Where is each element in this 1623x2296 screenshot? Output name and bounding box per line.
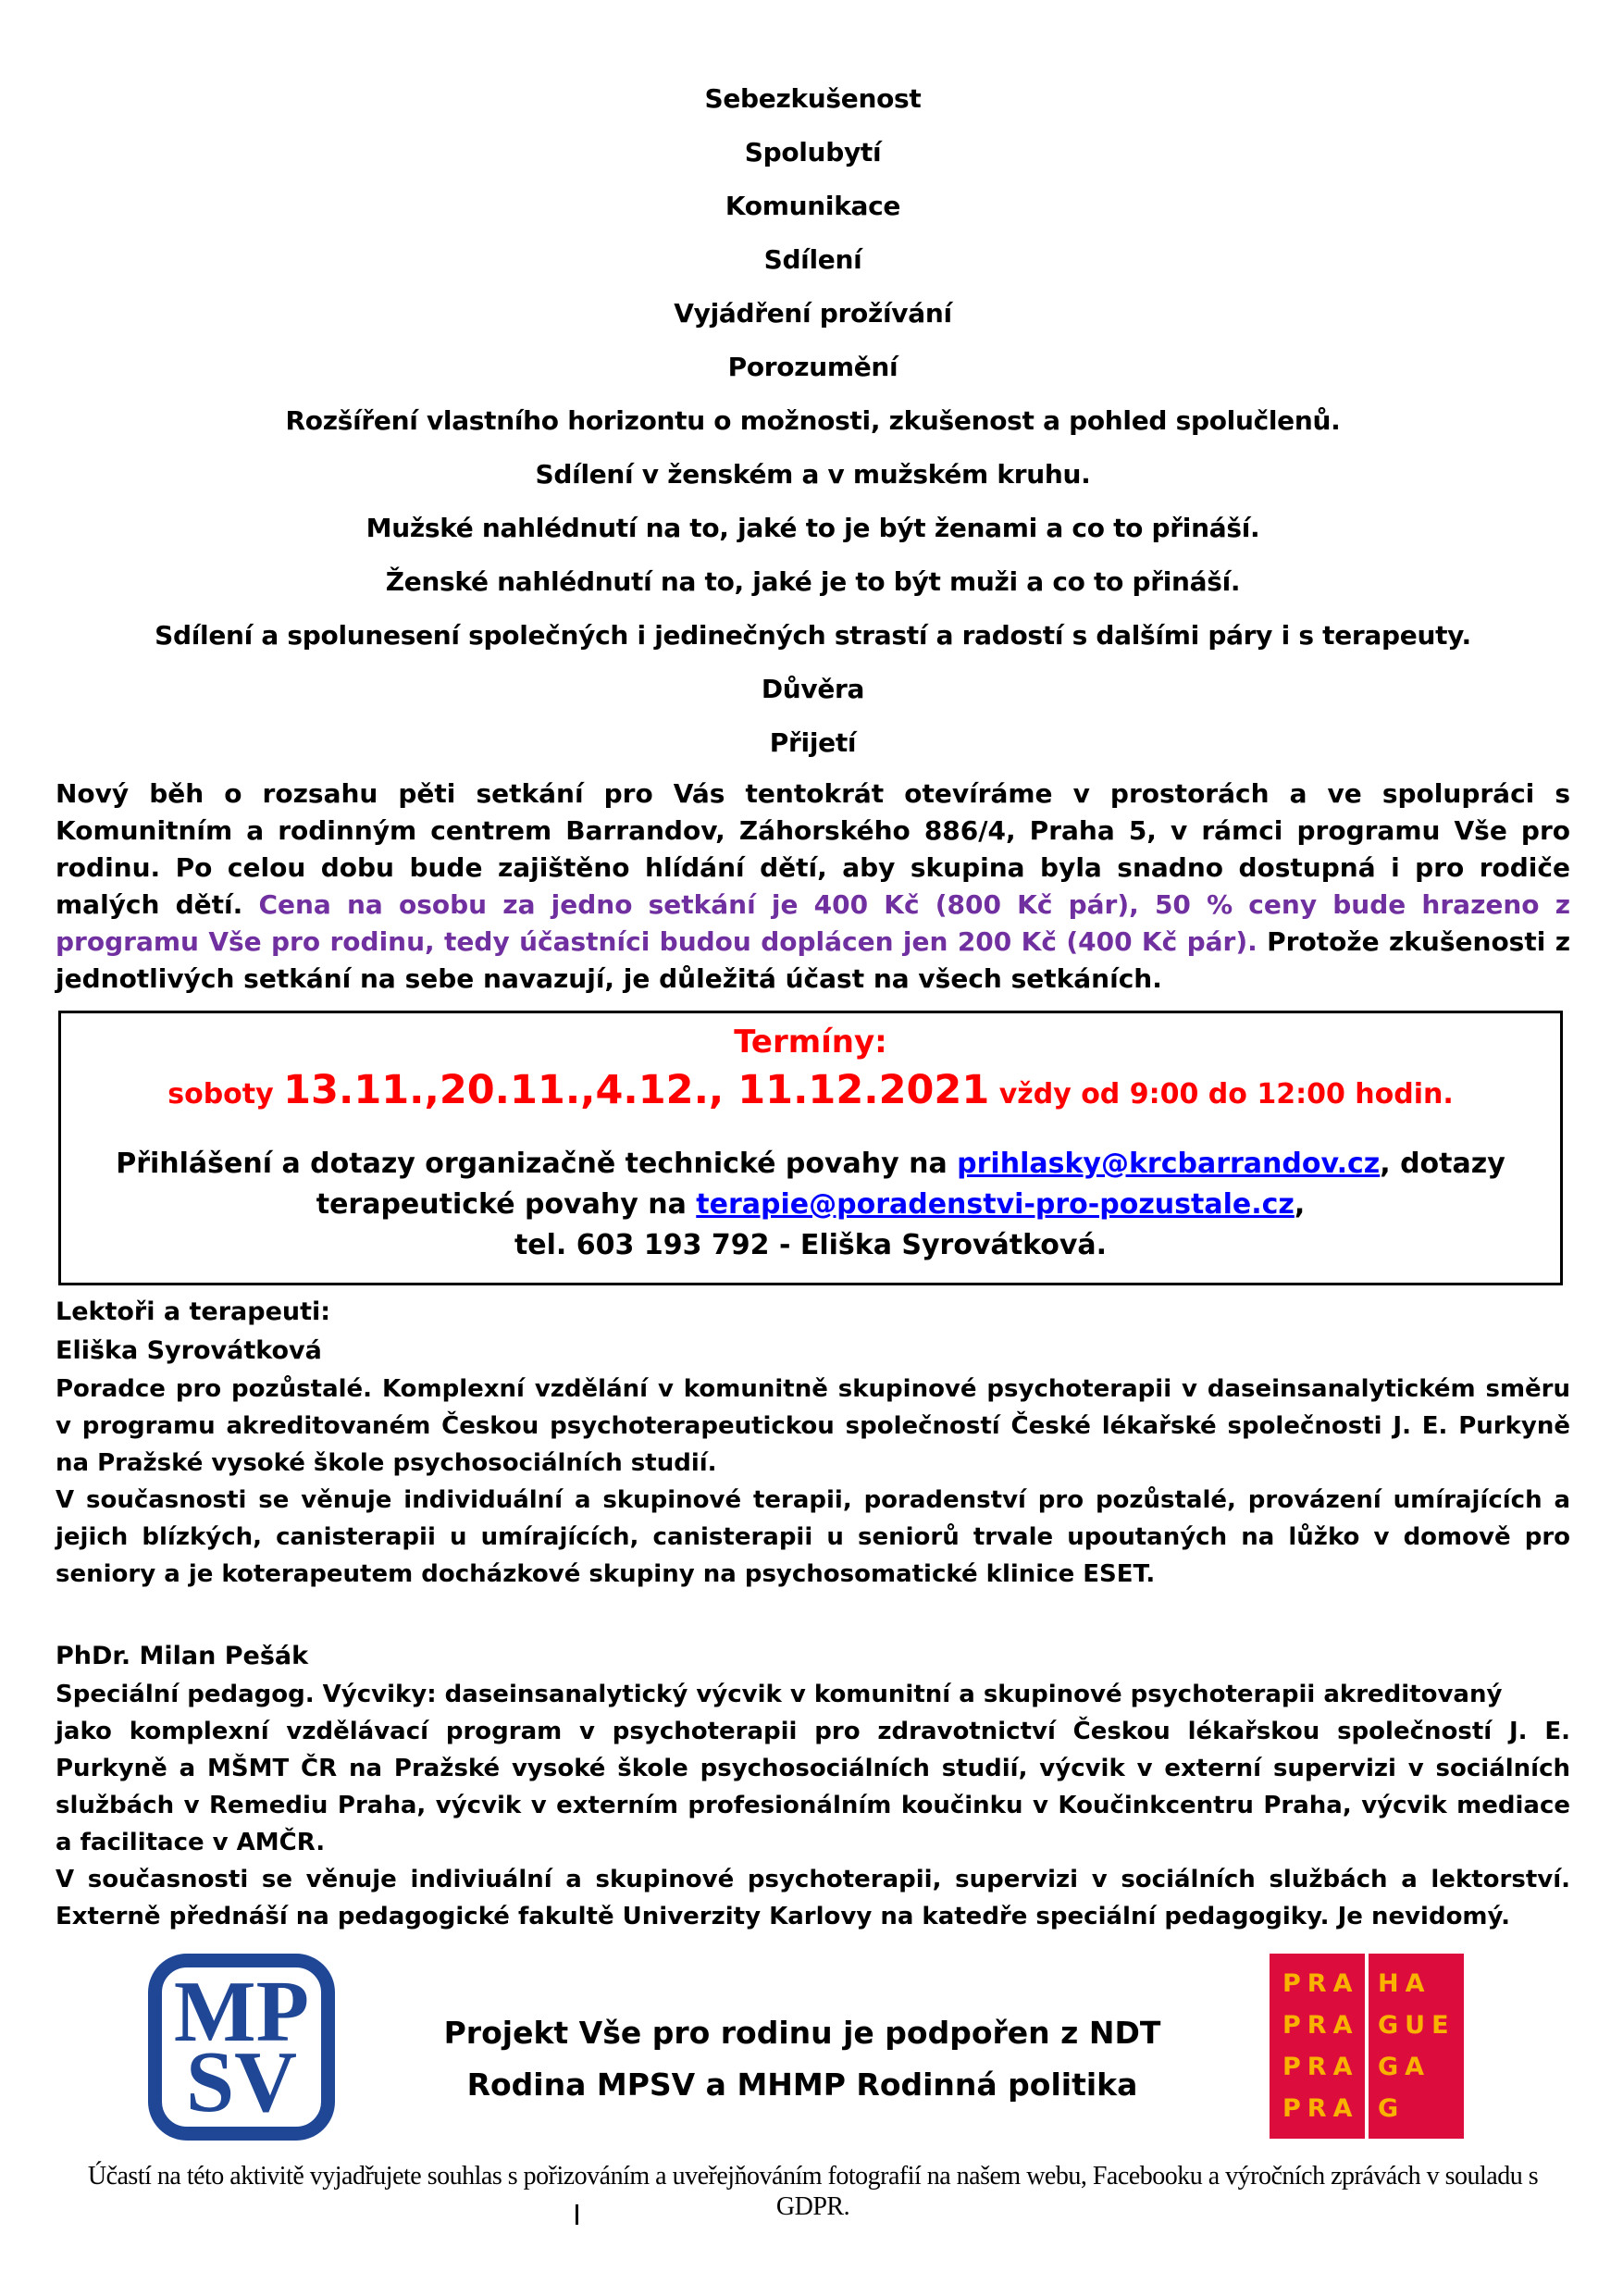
lecturers-heading: Lektoři a terapeuti:: [56, 1297, 331, 1326]
mpsv-logo-line-2: SV: [185, 2034, 298, 2130]
intro-line: Důvěra: [761, 674, 865, 704]
praha-logo-cell: PRA: [1282, 2053, 1359, 2081]
dates-line: [70, 1063, 1551, 1122]
praha-logo-left-column: [1270, 1954, 1365, 2139]
support-line-1: Projekt Vše pro rodinu je podpořen z NDT: [443, 2015, 1161, 2051]
email-link-terapie[interactable]: terapie@poradenstvi-pro-pozustale.cz: [696, 1188, 1295, 1221]
intro-list: [56, 72, 1570, 770]
praha-logo-cell: PRA: [1282, 1969, 1359, 1998]
price-text-purple: Cena na osobu za jedno setkání je 400 Kč (800 Kč pár), 50 % ceny bude hrazeno z programu Vše pro rodinu, tedy účastníci budou doplácen jen 200 Kč (400 Kč pár).: [56, 889, 1570, 957]
contact-line-1-suffix: , dotazy: [1380, 1148, 1505, 1180]
lecturer-1-bio-2: V současnosti se věnuje individuální a skupinové terapii, poradenství pro pozůstalé, provázení umírajících a jejich blízkých, canisterapii u umírajících, canisterapii u seniorů trvale upoutaných na lůžko v domově pro seniory a je koterapeutem docházkové skupiny na psychosomatické klinice ESET.: [56, 1486, 1570, 1588]
support-line-2: Rodina MPSV a MHMP Rodinná politika: [466, 2066, 1138, 2103]
logos-and-support-row: [56, 1954, 1570, 2141]
intro-line: Spolubytí: [744, 137, 882, 168]
contact-line-3-phone: tel. 603 193 792 - Eliška Syrovátková.: [514, 1229, 1108, 1261]
dates-contact-box: [58, 1011, 1563, 1285]
intro-line: Porozumění: [727, 352, 898, 382]
intro-line: Sebezkušenost: [704, 83, 922, 114]
gdpr-consent-note: Účastí na této aktivitě vyjadřujete souhlas s pořizováním a uveřejňováním fotografií na našem webu, Facebooku a výročních zprávách v souladu s GDPR.: [87, 2162, 1539, 2221]
intro-line: Mužské nahlédnutí na to, jaké to je být ženami a co to přináší.: [365, 513, 1260, 543]
praha-logo-cell: HA: [1378, 1969, 1431, 1998]
intro-line: Komunikace: [725, 191, 901, 221]
praha-logo-cell: GUE: [1378, 2011, 1456, 2040]
intro-line: Ženské nahlédnutí na to, jaké je to být muži a co to přináší.: [385, 566, 1241, 597]
contact-line-1-prefix: Přihlášení a dotazy organizačně technické povahy na: [116, 1148, 958, 1180]
contact-block: [70, 1144, 1551, 1266]
praha-logo-right-column: [1369, 1954, 1464, 2139]
lecturer-2-bio-2: jako komplexní vzdělávací program v psychoterapii pro zdravotnictví Českou lékařskou společností J. E. Purkyně a MŠMT ČR na Pražské vysoké škole psychosociálních studií, výcvik v externí supervizi v sociálních službách v Remediu Praha, výcvik v externím profesionálním koučinku v Koučinkcentru Praha, výcvik mediace a facilitace v AMČR.: [56, 1718, 1570, 1856]
dates-suffix: vždy od 9:00 do 12:00 hodin.: [989, 1078, 1454, 1111]
intro-line: Přijetí: [769, 727, 857, 758]
description-text-black-2: Protože zkušenosti z jednotlivých setkání na sebe navazují, je důležitá účast na všech setkáních.: [56, 926, 1570, 994]
spacer: [56, 1593, 1570, 1637]
praha-logo-cell: PRA: [1282, 2094, 1359, 2123]
lecturer-2-bio-1: Speciální pedagog. Výcviky: daseinsanalytický výcvik v komunitní a skupinové psychoterapii akreditovaný: [56, 1681, 1503, 1708]
intro-line: Sdílení v ženském a v mužském kruhu.: [535, 459, 1091, 490]
contact-line-2-prefix: terapeutické povahy na: [316, 1188, 697, 1221]
description-text-black-1: Nový běh o rozsahu pěti setkání pro Vás tentokrát otevíráme v prostorách a ve spolupráci s Komunitním a rodinným centrem Barrandov, Záhorského 886/4, Praha 5, v rámci programu Vše pro rodinu. Po celou dobu bude zajištěno hlídání dětí, aby skupina byla snadno dostupná i pro rodiče malých dětí.: [56, 778, 1570, 920]
lecturer-2-bio-3: V současnosti se věnuje indiviuální a skupinové psychoterapii, supervizi v sociálních službách a lektorství. Externě přednáší na pedagogické fakultě Univerzity Karlovy na katedře speciální pedagogiky. Je nevidomý.: [56, 1866, 1570, 1930]
text-cursor: [576, 2204, 578, 2225]
intro-line: Sdílení: [763, 244, 862, 275]
praha-logo-cell: GA: [1378, 2053, 1431, 2081]
email-link-prihlasky[interactable]: prihlasky@krcbarrandov.cz: [957, 1148, 1381, 1180]
praha-logo-cell: PRA: [1282, 2011, 1359, 2040]
dates-values: 13.11.,20.11.,4.12., 11.12.2021: [283, 1067, 990, 1113]
praha-logo: [1270, 1954, 1464, 2139]
mpsv-logo: [148, 1954, 335, 2141]
intro-line: Vyjádření prožívání: [674, 298, 952, 329]
intro-line: Rozšíření vlastního horizontu o možnosti, zkušenost a pohled spolučlenů.: [285, 405, 1341, 436]
contact-line-2: [70, 1185, 1551, 1225]
project-support-text: [335, 1954, 1270, 2111]
mpsv-logo-letters: [173, 1964, 310, 2130]
mpsv-logo-line-1: MP: [173, 1964, 310, 2060]
dates-title: Termíny:: [734, 1024, 887, 1061]
praha-logo-cell: G: [1378, 2094, 1406, 2123]
lecturer-1-name: Eliška Syrovátková: [56, 1336, 322, 1365]
contact-line-1: [70, 1144, 1551, 1185]
program-description-paragraph: [56, 776, 1570, 998]
contact-line-2-suffix: ,: [1294, 1188, 1306, 1221]
lecturer-1-bio-1: Poradce pro pozůstalé. Komplexní vzdělání v komunitně skupinové psychoterapii v daseinsanalytickém směru v programu akreditovaném Českou psychoterapeutickou společností České lékařské společnosti J. E. Purkyně na Pražské vysoké škole psychosociálních studií.: [56, 1375, 1570, 1477]
lecturer-2-name: PhDr. Milan Pešák: [56, 1642, 309, 1670]
intro-line: Sdílení a spolunesení společných i jedinečných strastí a radostí s dalšími páry i s terapeuty.: [155, 620, 1471, 651]
dates-prefix: soboty: [167, 1078, 284, 1111]
